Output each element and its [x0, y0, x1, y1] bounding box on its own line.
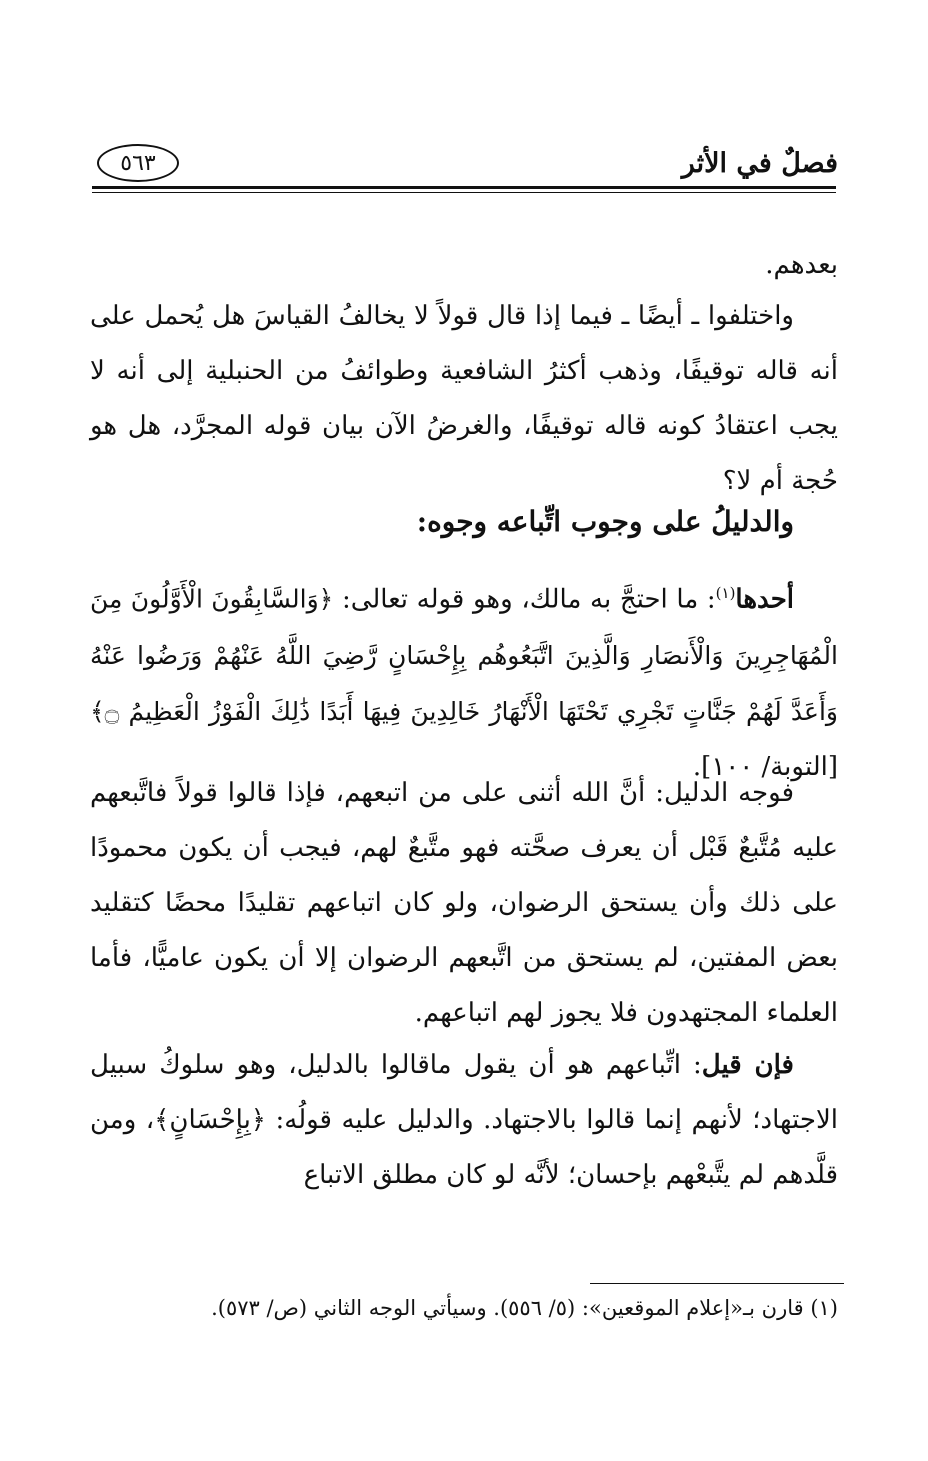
paragraph-lead: فإن قيل	[701, 1050, 794, 1080]
paragraph-lead: أحدها	[735, 584, 794, 615]
verse-reference: [التوبة/ ١٠٠].	[692, 751, 838, 782]
running-title: فصلٌ في الأثر	[681, 148, 838, 179]
footnote-separator	[590, 1283, 844, 1284]
paragraph-reasoning	[90, 766, 838, 1041]
paragraph-text: : اتِّباعهم هو أن يقول ماقالوا بالدليل، وهو سلوكُ سبيل الاجتهاد؛ لأنهم إنما قالوا بالاجتهاد. والدليل عليه قولُه: ﴿بِإِحْسَانٍ﴾، ومن قلَّدهم لم يتَّبعْهم بإحسان؛ لأنَّه لو كان مطلق الاتباع	[90, 1050, 838, 1190]
header-rule-thick	[92, 186, 836, 189]
quran-verse: ﴿وَالسَّابِقُونَ الْأَوَّلُونَ مِنَ الْمُهَاجِرِينَ وَالْأَنصَارِ وَالَّذِينَ اتَّبَعُوهُم بِإِحْسَانٍ رَّضِيَ اللَّهُ عَنْهُمْ وَرَضُوا عَنْهُ وَأَعَدَّ لَهُمْ جَنَّاتٍ تَجْرِي تَحْتَهَا الْأَنْهَارُ خَالِدِينَ فِيهَا أَبَدًا ذَٰلِكَ الْفَوْزُ الْعَظِيمُ ۝﴾	[90, 584, 838, 726]
paragraph-continuation	[90, 238, 838, 293]
page-number	[97, 144, 179, 182]
paragraph-text: : ما احتجَّ به مالك، وهو قوله تعالى:	[333, 584, 716, 615]
header-rule-thin	[92, 192, 836, 193]
paragraph-disagreement	[90, 289, 838, 509]
paragraph-text: بعدهم.	[765, 250, 838, 280]
paragraph-first-proof	[90, 566, 838, 795]
footnote: (١) قارن بـ«إعلام الموقعين»: (٥/ ٥٥٦). وسيأتي الوجه الثاني (ص/ ٥٧٣).	[211, 1296, 838, 1320]
paragraph-text: فوجه الدليل: أنَّ الله أثنى على من اتبعهم، فإذا قالوا قولاً فاتَّبعهم عليه مُتَّبعٌ قَبْل أن يعرف صحَّته فهو متَّبعٌ لهم، فيجب أن يكون محمودًا على ذلك وأن يستحق الرضوان، ولو كان اتباعهم تقليدًا محضًا كتقليد بعض المفتين، لم يستحق من اتَّبعهم الرضوان إلا أن يكون عاميًّا، فأما العلماء المجتهدون فلا يجوز لهم اتباعهم.	[90, 778, 838, 1028]
section-heading: والدليلُ على وجوب اتِّباعه وجوه:	[416, 505, 794, 538]
footnote-ref: (١)	[715, 584, 736, 602]
paragraph-text: واختلفوا ـ أيضًا ـ فيما إذا قال قولاً لا يخالفُ القياسَ هل يُحمل على أنه قاله توقيفًا، وذهب أكثرُ الشافعية وطوائفُ من الحنبلية إلى أنه لا يجب اعتقادُ كونه قاله توقيفًا، والغرضُ الآن بيان قوله المجرَّد، هل هو حُجة أم لا؟	[90, 301, 839, 496]
paragraph-objection	[90, 1038, 838, 1203]
page-number-text: ٥٦٣	[120, 150, 156, 176]
